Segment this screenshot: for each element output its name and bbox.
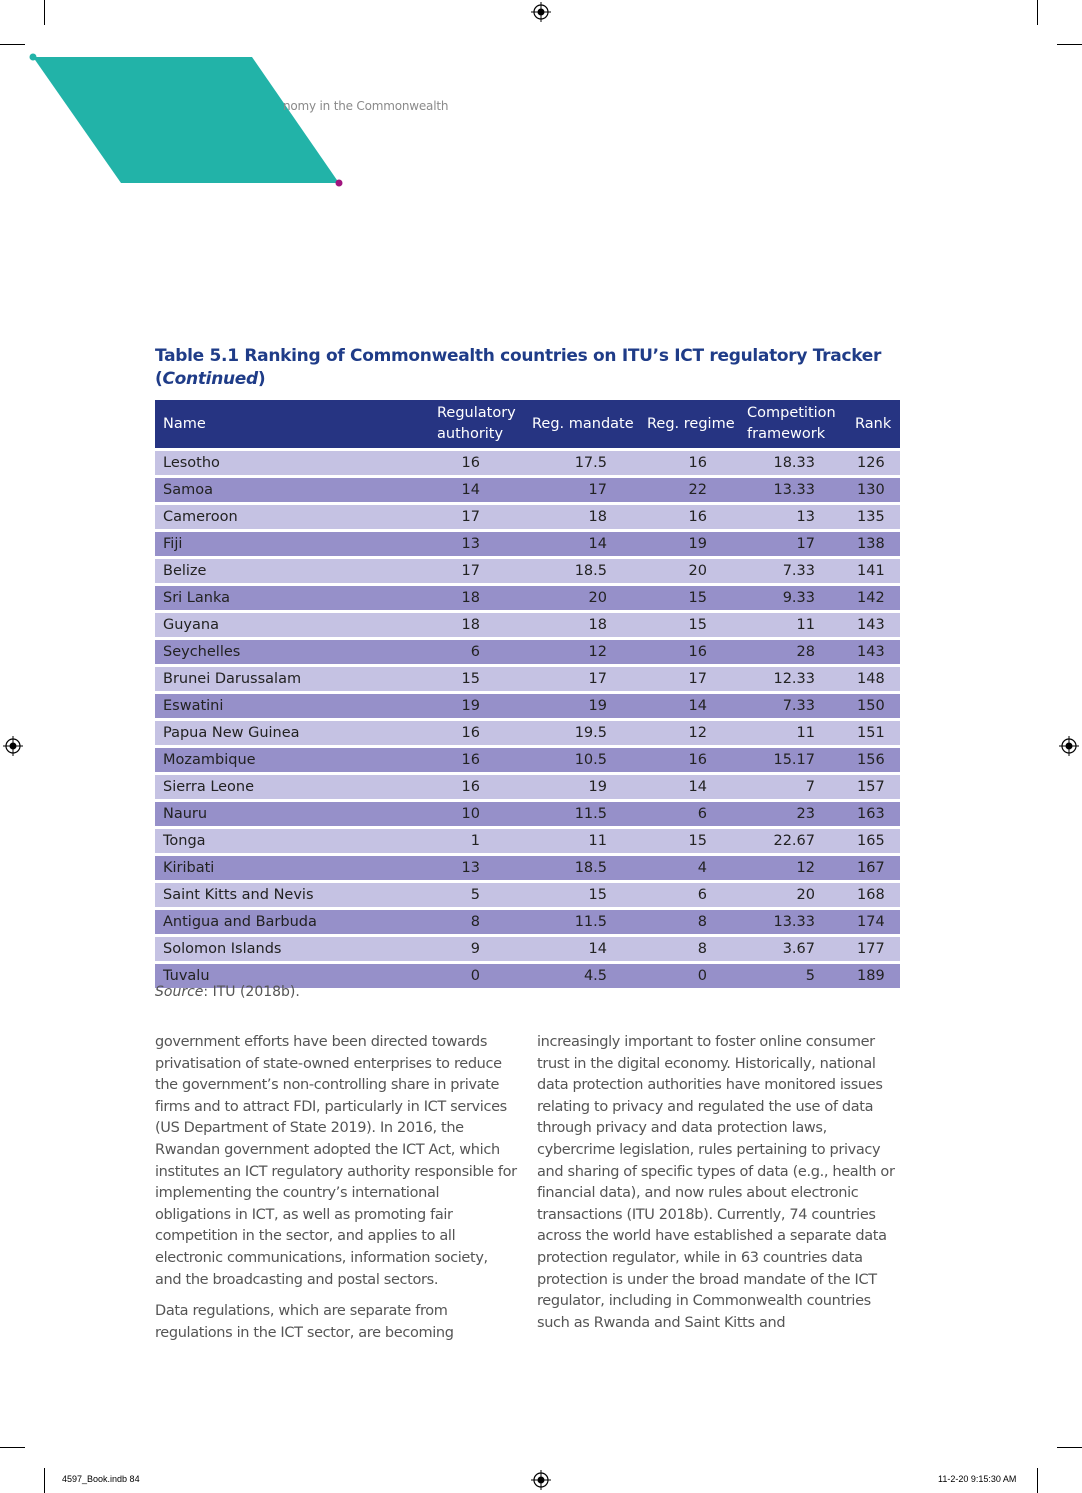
reg-mandate-value: 12 <box>526 637 641 664</box>
rank-value: 141 <box>849 556 900 583</box>
country-name: Tonga <box>155 826 431 853</box>
rank-value: 130 <box>849 475 900 502</box>
rank-value: 151 <box>849 718 900 745</box>
competition-framework-value: 11 <box>741 610 849 637</box>
table-row <box>155 475 900 502</box>
reg-regime-value: 20 <box>641 556 741 583</box>
reg-regime-value: 15 <box>641 826 741 853</box>
competition-framework-value: 3.67 <box>741 934 849 961</box>
regulatory-authority-value: 10 <box>431 799 526 826</box>
reg-mandate-value: 18 <box>526 610 641 637</box>
country-name: Tuvalu <box>155 961 431 988</box>
crop-mark <box>1057 44 1082 45</box>
rank-value: 135 <box>849 502 900 529</box>
table-row <box>155 529 900 556</box>
table-row <box>155 691 900 718</box>
country-name: Antigua and Barbuda <box>155 907 431 934</box>
country-name: Eswatini <box>155 691 431 718</box>
table-title: Table 5.1 Ranking of Commonwealth countries on ITU’s ICT regulatory Tracker (Continued) <box>155 346 882 389</box>
table-row <box>155 907 900 934</box>
registration-mark-icon <box>531 1470 551 1490</box>
regulatory-authority-value: 17 <box>431 556 526 583</box>
regulatory-authority-value: 13 <box>431 853 526 880</box>
competition-framework-value: 22.67 <box>741 826 849 853</box>
reg-regime-value: 19 <box>641 529 741 556</box>
country-name: Saint Kitts and Nevis <box>155 880 431 907</box>
table-row <box>155 799 900 826</box>
competition-framework-value: 23 <box>741 799 849 826</box>
crop-mark <box>0 1447 25 1448</box>
reg-mandate-value: 14 <box>526 529 641 556</box>
reg-mandate-value: 19 <box>526 691 641 718</box>
table-row <box>155 637 900 664</box>
reg-regime-value: 17 <box>641 664 741 691</box>
competition-framework-value: 12.33 <box>741 664 849 691</box>
regulatory-authority-value: 16 <box>431 772 526 799</box>
reg-mandate-value: 17 <box>526 664 641 691</box>
country-name: Papua New Guinea <box>155 718 431 745</box>
reg-mandate-value: 11 <box>526 826 641 853</box>
column-header-rank: Rank <box>849 400 900 448</box>
regulatory-authority-value: 1 <box>431 826 526 853</box>
rank-value: 165 <box>849 826 900 853</box>
reg-regime-value: 8 <box>641 907 741 934</box>
reg-mandate-value: 11.5 <box>526 799 641 826</box>
rank-value: 167 <box>849 853 900 880</box>
column-header-competition-framework: Competition framework <box>741 400 849 448</box>
reg-regime-value: 22 <box>641 475 741 502</box>
rank-value: 174 <box>849 907 900 934</box>
rank-value: 143 <box>849 637 900 664</box>
regulatory-authority-value: 19 <box>431 691 526 718</box>
body-column-left <box>155 1032 517 1354</box>
country-name: Sierra Leone <box>155 772 431 799</box>
table-row <box>155 583 900 610</box>
regulatory-authority-value: 16 <box>431 745 526 772</box>
registration-mark-icon <box>531 2 551 22</box>
rank-value: 142 <box>849 583 900 610</box>
regulatory-authority-value: 6 <box>431 637 526 664</box>
competition-framework-value: 18.33 <box>741 448 849 475</box>
competition-framework-value: 7.33 <box>741 691 849 718</box>
body-paragraph: government efforts have been directed towards privatisation of state-owned enterprises to reduce the government’s non-controlling share in private firms and to attract FDI, particularly in ICT services (US Department of State 2019). In 2016, the Rwandan government adopted the ICT Act, which institutes an ICT regulatory authority responsible for implementing the country’s international obligations in ICT, as well as promoting fair competition in the sector, and applies to all electronic communications, information society, and the broadcasting and postal sectors. <box>155 1034 517 1288</box>
country-name: Kiribati <box>155 853 431 880</box>
registration-mark-icon <box>3 736 23 756</box>
regulatory-authority-value: 14 <box>431 475 526 502</box>
country-name: Mozambique <box>155 745 431 772</box>
table-row <box>155 448 900 475</box>
reg-regime-value: 16 <box>641 637 741 664</box>
competition-framework-value: 11 <box>741 718 849 745</box>
regulatory-authority-value: 5 <box>431 880 526 907</box>
reg-regime-value: 16 <box>641 448 741 475</box>
country-name: Guyana <box>155 610 431 637</box>
country-name: Cameroon <box>155 502 431 529</box>
regulatory-authority-value: 16 <box>431 448 526 475</box>
reg-regime-value: 14 <box>641 691 741 718</box>
table-row <box>155 880 900 907</box>
rank-value: 157 <box>849 772 900 799</box>
competition-framework-value: 7.33 <box>741 556 849 583</box>
country-name: Nauru <box>155 799 431 826</box>
regulatory-authority-value: 13 <box>431 529 526 556</box>
rank-value: 150 <box>849 691 900 718</box>
reg-mandate-value: 4.5 <box>526 961 641 988</box>
reg-mandate-value: 15 <box>526 880 641 907</box>
reg-regime-value: 16 <box>641 502 741 529</box>
column-header-regulatory-authority: Regulatory authority <box>431 400 526 448</box>
rank-value: 177 <box>849 934 900 961</box>
competition-framework-value: 13.33 <box>741 907 849 934</box>
reg-regime-value: 6 <box>641 880 741 907</box>
rank-value: 189 <box>849 961 900 988</box>
source-label: Source <box>155 984 204 1000</box>
footer-timestamp: 11-2-20 9:15:30 AM <box>938 1474 1017 1484</box>
country-name: Seychelles <box>155 637 431 664</box>
reg-regime-value: 4 <box>641 853 741 880</box>
competition-framework-value: 9.33 <box>741 583 849 610</box>
table-row <box>155 610 900 637</box>
table-row <box>155 664 900 691</box>
reg-mandate-value: 11.5 <box>526 907 641 934</box>
rank-value: 148 <box>849 664 900 691</box>
reg-regime-value: 16 <box>641 745 741 772</box>
reg-regime-value: 0 <box>641 961 741 988</box>
reg-regime-value: 8 <box>641 934 741 961</box>
regulatory-authority-value: 0 <box>431 961 526 988</box>
registration-mark-icon <box>1059 736 1079 756</box>
body-paragraph: increasingly important to foster online consumer trust in the digital economy. Historically, national data protection authorities have monitored issues relating to privacy and regulated the use of data through privacy and data protection laws, cybercrime legislation, rules pertaining to privacy and sharing of specific types of data (e.g., health or financial data), and now rules about electronic transactions (ITU 2018b). Currently, 74 countries across the world have established a separate data protection regulator, while in 63 countries data protection is under the broad mandate of the ICT regulator, including in Commonwealth countries such as Rwanda and Saint Kitts and <box>537 1034 895 1331</box>
competition-framework-value: 12 <box>741 853 849 880</box>
rank-value: 126 <box>849 448 900 475</box>
body-column-right <box>537 1032 899 1344</box>
reg-regime-value: 12 <box>641 718 741 745</box>
table-body <box>155 448 900 988</box>
reg-mandate-value: 18.5 <box>526 853 641 880</box>
reg-regime-value: 15 <box>641 583 741 610</box>
competition-framework-value: 17 <box>741 529 849 556</box>
crop-mark <box>1037 0 1038 25</box>
column-header-reg-regime: Reg. regime <box>641 400 741 448</box>
table-row <box>155 556 900 583</box>
country-name: Sri Lanka <box>155 583 431 610</box>
table-title-continued: Continued <box>162 369 258 389</box>
reg-regime-value: 14 <box>641 772 741 799</box>
table-row <box>155 745 900 772</box>
column-header-name: Name <box>155 400 431 448</box>
table-title-main: Table 5.1 Ranking of Commonwealth countries on ITU’s ICT regulatory Tracker <box>155 346 882 366</box>
reg-mandate-value: 10.5 <box>526 745 641 772</box>
reg-mandate-value: 14 <box>526 934 641 961</box>
regulatory-authority-value: 16 <box>431 718 526 745</box>
table-row <box>155 826 900 853</box>
rank-value: 143 <box>849 610 900 637</box>
running-head: nomy in the Commonwealth <box>283 99 449 113</box>
reg-regime-value: 15 <box>641 610 741 637</box>
reg-regime-value: 6 <box>641 799 741 826</box>
column-header-reg-mandate: Reg. mandate <box>526 400 641 448</box>
competition-framework-value: 13.33 <box>741 475 849 502</box>
regulatory-authority-value: 9 <box>431 934 526 961</box>
country-name: Brunei Darussalam <box>155 664 431 691</box>
crop-mark <box>44 1468 45 1493</box>
country-name: Samoa <box>155 475 431 502</box>
reg-mandate-value: 18.5 <box>526 556 641 583</box>
reg-mandate-value: 19.5 <box>526 718 641 745</box>
competition-framework-value: 13 <box>741 502 849 529</box>
rank-value: 163 <box>849 799 900 826</box>
regulatory-authority-value: 8 <box>431 907 526 934</box>
reg-mandate-value: 19 <box>526 772 641 799</box>
table-row <box>155 772 900 799</box>
table-row <box>155 934 900 961</box>
country-name: Lesotho <box>155 448 431 475</box>
reg-mandate-value: 17.5 <box>526 448 641 475</box>
reg-mandate-value: 17 <box>526 475 641 502</box>
crop-mark <box>1057 1447 1082 1448</box>
table-row <box>155 718 900 745</box>
rank-value: 138 <box>849 529 900 556</box>
competition-framework-value: 20 <box>741 880 849 907</box>
table-row <box>155 502 900 529</box>
table-header-row <box>155 400 900 448</box>
country-name: Solomon Islands <box>155 934 431 961</box>
competition-framework-value: 5 <box>741 961 849 988</box>
competition-framework-value: 7 <box>741 772 849 799</box>
competition-framework-value: 15.17 <box>741 745 849 772</box>
source-text: : ITU (2018b). <box>203 984 300 1000</box>
regulatory-authority-value: 15 <box>431 664 526 691</box>
country-name: Fiji <box>155 529 431 556</box>
competition-framework-value: 28 <box>741 637 849 664</box>
country-name: Belize <box>155 556 431 583</box>
regulatory-authority-value: 17 <box>431 502 526 529</box>
ranking-table <box>155 400 900 988</box>
regulatory-authority-value: 18 <box>431 583 526 610</box>
footer-file-slug: 4597_Book.indb 84 <box>62 1474 140 1484</box>
table-source <box>155 984 300 1000</box>
rank-value: 168 <box>849 880 900 907</box>
table-row <box>155 853 900 880</box>
reg-mandate-value: 20 <box>526 583 641 610</box>
regulatory-authority-value: 18 <box>431 610 526 637</box>
rank-value: 156 <box>849 745 900 772</box>
reg-mandate-value: 18 <box>526 502 641 529</box>
body-paragraph: Data regulations, which are separate from regulations in the ICT sector, are becoming <box>155 1303 454 1341</box>
crop-mark <box>1037 1468 1038 1493</box>
